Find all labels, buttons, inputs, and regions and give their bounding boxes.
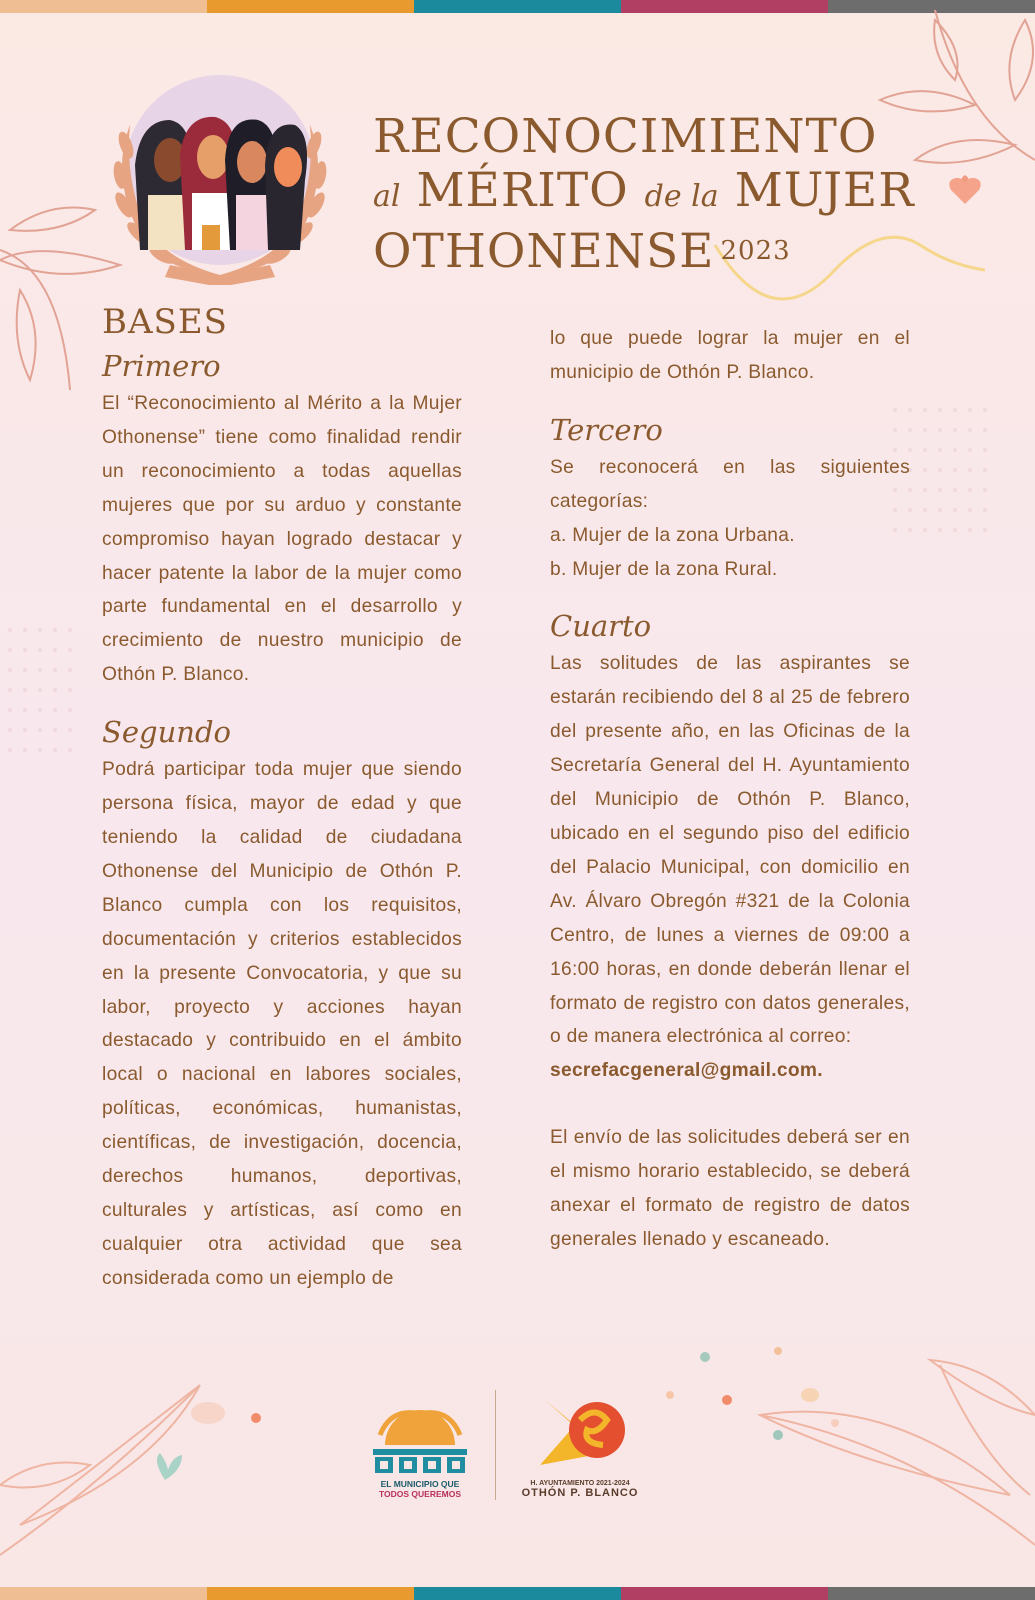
municipio-sun-logo-icon: [370, 1405, 470, 1475]
leaf-bottom-left-icon: [0, 1375, 280, 1575]
section-title-segundo: Segundo: [102, 715, 231, 750]
bottom-color-stripe: [0, 1587, 1035, 1600]
dot-pattern-left: [0, 620, 90, 770]
title-mujer: MUJER: [734, 163, 915, 218]
section-text-segundo: Podrá participar toda mujer que siendo persona física, mayor de edad y que teniendo la calidad de ciudadana Othonense del Municipio de Othón P. Blanco cumpla con los requisitos, documentación y criterios establecidos en la presente Convocatoria, y que su labor, proyecto y acciones hayan destacado y contribuido en el ámbito local o nacional en labores sociales, políticas, económicas, humanistas, científicas, de investigación, docencia, derechos humanos, deportivas, culturales y artísticas, así como en cualquier otra actividad que sea considerada como un ejemplo de: [102, 759, 462, 1289]
title-line-1: RECONOCIMIENTO: [373, 109, 878, 164]
section-text-cuarto: Las solitudes de las aspirantes se estarán recibiendo del 8 al 25 de febrero del presente año, en las Oficinas de la Secretaría General del H. Ayuntamiento del Municipio de Othón P. Blanco, ubicado en el segundo piso del edificio del Palacio Municipal, con domicilio en Av. Álvaro Obregón #321 de la Colonia Centro, de lunes a viernes de 09:00 a 16:00 horas, en donde deberán llenar el formato de registro con datos generales, o de manera electrónica al correo:: [550, 653, 910, 1048]
category-item-urbana: a. Mujer de la zona Urbana.: [550, 524, 795, 546]
title-othonense: OTHONENSE: [373, 224, 715, 279]
bases-heading: BASES: [102, 302, 228, 342]
email-link[interactable]: secrefacgeneral@gmail.com.: [550, 1060, 823, 1082]
title-merito: MÉRITO: [416, 163, 629, 218]
heart-icon: [948, 176, 982, 206]
left-column: [102, 302, 462, 1296]
logo1-caption: [360, 1479, 480, 1499]
footer-logos: [370, 1405, 670, 1515]
logo2-caption: [505, 1480, 655, 1499]
section-title-tercero: Tercero: [550, 412, 663, 447]
logo2-line2: OTHÓN P. BLANCO: [521, 1487, 639, 1499]
women-laurel-emblem-icon: [100, 65, 340, 285]
othon-p-blanco-logo-icon: [535, 1395, 630, 1470]
title-year: 2023: [720, 236, 791, 266]
logo-divider: [495, 1390, 496, 1500]
section-title-cuarto: Cuarto: [550, 609, 652, 644]
section-text-primero: El “Reconocimiento al Mérito a la Mujer Othonense” tiene como finalidad rendir un reconocimiento a todas aquellas mujeres que por su arduo y constante compromiso hayan logrado destacar y hacer patente la labor de la mujer como parte fundamental en el desarrollo y crecimiento de nuestro municipio de Othón P. Blanco.: [102, 393, 462, 686]
title-al: al: [373, 179, 401, 214]
logo2-line1: H. AYUNTAMIENTO 2021-2024: [530, 1480, 630, 1487]
category-item-rural: b. Mujer de la zona Rural.: [550, 558, 778, 580]
section-title-primero: Primero: [102, 349, 221, 383]
section-text-cuarto-2: El envío de las solicitudes deberá ser en el mismo horario establecido, se deberá anexar el formato de registro de datos generales llenado y escaneado.: [550, 1127, 910, 1250]
title-line-3: [373, 224, 933, 279]
continuation-text: lo que puede lograr la mujer en el municipio de Othón P. Blanco.: [550, 328, 910, 383]
leaf-bottom-right-icon: [660, 1345, 1035, 1575]
page-title: [373, 110, 933, 279]
logo1-line2: TODOS QUEREMOS: [378, 1489, 462, 1499]
title-line-2: [373, 164, 933, 224]
section-text-tercero: Se reconocerá en las siguientes categorías:: [550, 456, 910, 512]
title-dela: de la: [644, 179, 719, 214]
right-column: [550, 322, 910, 1257]
logo1-line1: EL MUNICIPIO QUE: [380, 1479, 460, 1489]
